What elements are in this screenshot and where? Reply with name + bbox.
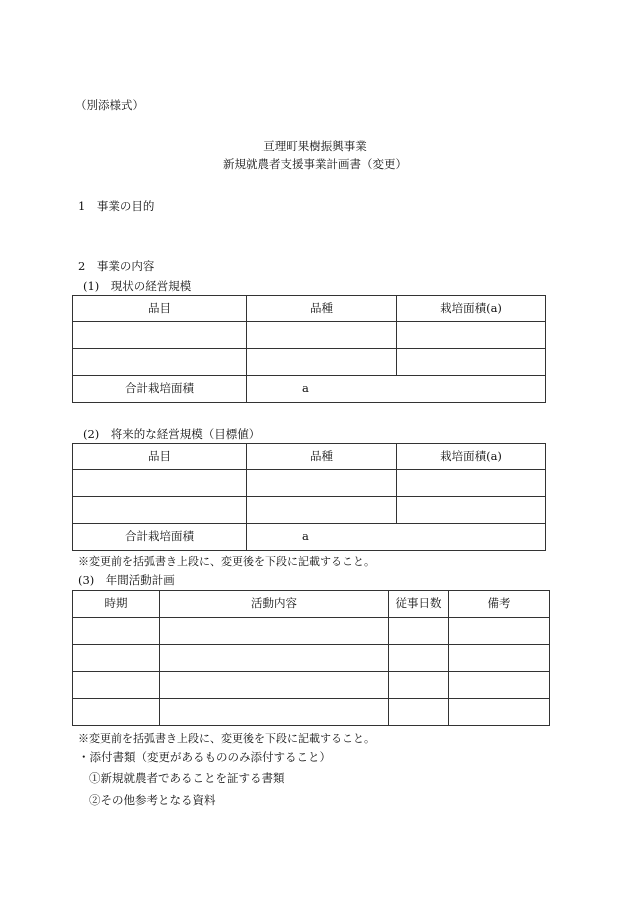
future-scale-heading: (2) 将来的な経営規模（目標値） <box>83 427 261 441</box>
current-row2-area[interactable] <box>397 349 546 376</box>
annual-row1-period[interactable] <box>73 618 160 645</box>
table-row <box>73 672 550 699</box>
annual-row4-remarks[interactable] <box>449 699 550 726</box>
annual-row2-period[interactable] <box>73 645 160 672</box>
current-row1-variety[interactable] <box>247 322 397 349</box>
annual-plan-table <box>72 590 550 726</box>
document-title-line1: 亘理町果樹振興事業 <box>263 139 367 153</box>
annual-row4-activity[interactable] <box>160 699 389 726</box>
current-header-item: 品目 <box>73 296 247 322</box>
current-row2-variety[interactable] <box>247 349 397 376</box>
future-row1-area[interactable] <box>397 470 546 497</box>
attachment-item-2: ②その他参考となる資料 <box>89 793 216 807</box>
annual-row4-period[interactable] <box>73 699 160 726</box>
annual-row2-activity[interactable] <box>160 645 389 672</box>
annual-row1-activity[interactable] <box>160 618 389 645</box>
document-title-line2: 新規就農者支援事業計画書（変更） <box>223 157 407 171</box>
attachment-item-1: ①新規就農者であることを証する書類 <box>89 771 285 785</box>
table-row <box>73 470 546 497</box>
annual-row4-days[interactable] <box>389 699 449 726</box>
future-header-item: 品目 <box>73 444 247 470</box>
annual-row1-days[interactable] <box>389 618 449 645</box>
annual-row3-remarks[interactable] <box>449 672 550 699</box>
change-note-2: ※変更前を括弧書き上段に、変更後を下段に記載すること。 <box>78 732 375 745</box>
current-header-area: 栽培面積(a) <box>397 296 546 322</box>
table-row <box>73 645 550 672</box>
annual-header-period: 時期 <box>73 591 160 618</box>
annual-row3-period[interactable] <box>73 672 160 699</box>
current-scale-table <box>72 295 546 403</box>
annual-plan-heading: (3) 年間活動計画 <box>78 573 175 587</box>
future-total-value[interactable]: a <box>247 524 546 551</box>
annual-row2-days[interactable] <box>389 645 449 672</box>
table-row <box>73 618 550 645</box>
table-row <box>73 497 546 524</box>
section2-heading: 2 事業の内容 <box>78 259 155 273</box>
future-row1-item[interactable] <box>73 470 247 497</box>
future-scale-table <box>72 443 546 551</box>
annual-row2-remarks[interactable] <box>449 645 550 672</box>
annual-header-days: 従事日数 <box>389 591 449 618</box>
attachments-heading: ・添付書類（変更があるもののみ添付すること） <box>78 750 331 764</box>
current-row2-item[interactable] <box>73 349 247 376</box>
future-total-label: 合計栽培面積 <box>73 524 247 551</box>
future-row2-item[interactable] <box>73 497 247 524</box>
section1-heading: 1 事業の目的 <box>78 199 155 213</box>
future-header-area: 栽培面積(a) <box>397 444 546 470</box>
annual-row1-remarks[interactable] <box>449 618 550 645</box>
table-row <box>73 349 546 376</box>
annual-row3-activity[interactable] <box>160 672 389 699</box>
current-total-label: 合計栽培面積 <box>73 376 247 403</box>
future-row1-variety[interactable] <box>247 470 397 497</box>
current-row1-area[interactable] <box>397 322 546 349</box>
current-total-value[interactable]: a <box>247 376 546 403</box>
table-row <box>73 699 550 726</box>
change-note-1: ※変更前を括弧書き上段に、変更後を下段に記載すること。 <box>78 555 375 568</box>
future-header-variety: 品種 <box>247 444 397 470</box>
annual-header-remarks: 備考 <box>449 591 550 618</box>
future-row2-area[interactable] <box>397 497 546 524</box>
future-row2-variety[interactable] <box>247 497 397 524</box>
current-scale-heading: (1) 現状の経営規模 <box>83 279 192 293</box>
current-header-variety: 品種 <box>247 296 397 322</box>
table-row <box>73 322 546 349</box>
current-row1-item[interactable] <box>73 322 247 349</box>
annual-row3-days[interactable] <box>389 672 449 699</box>
annual-header-activity: 活動内容 <box>160 591 389 618</box>
form-label: （別添様式） <box>75 98 144 112</box>
